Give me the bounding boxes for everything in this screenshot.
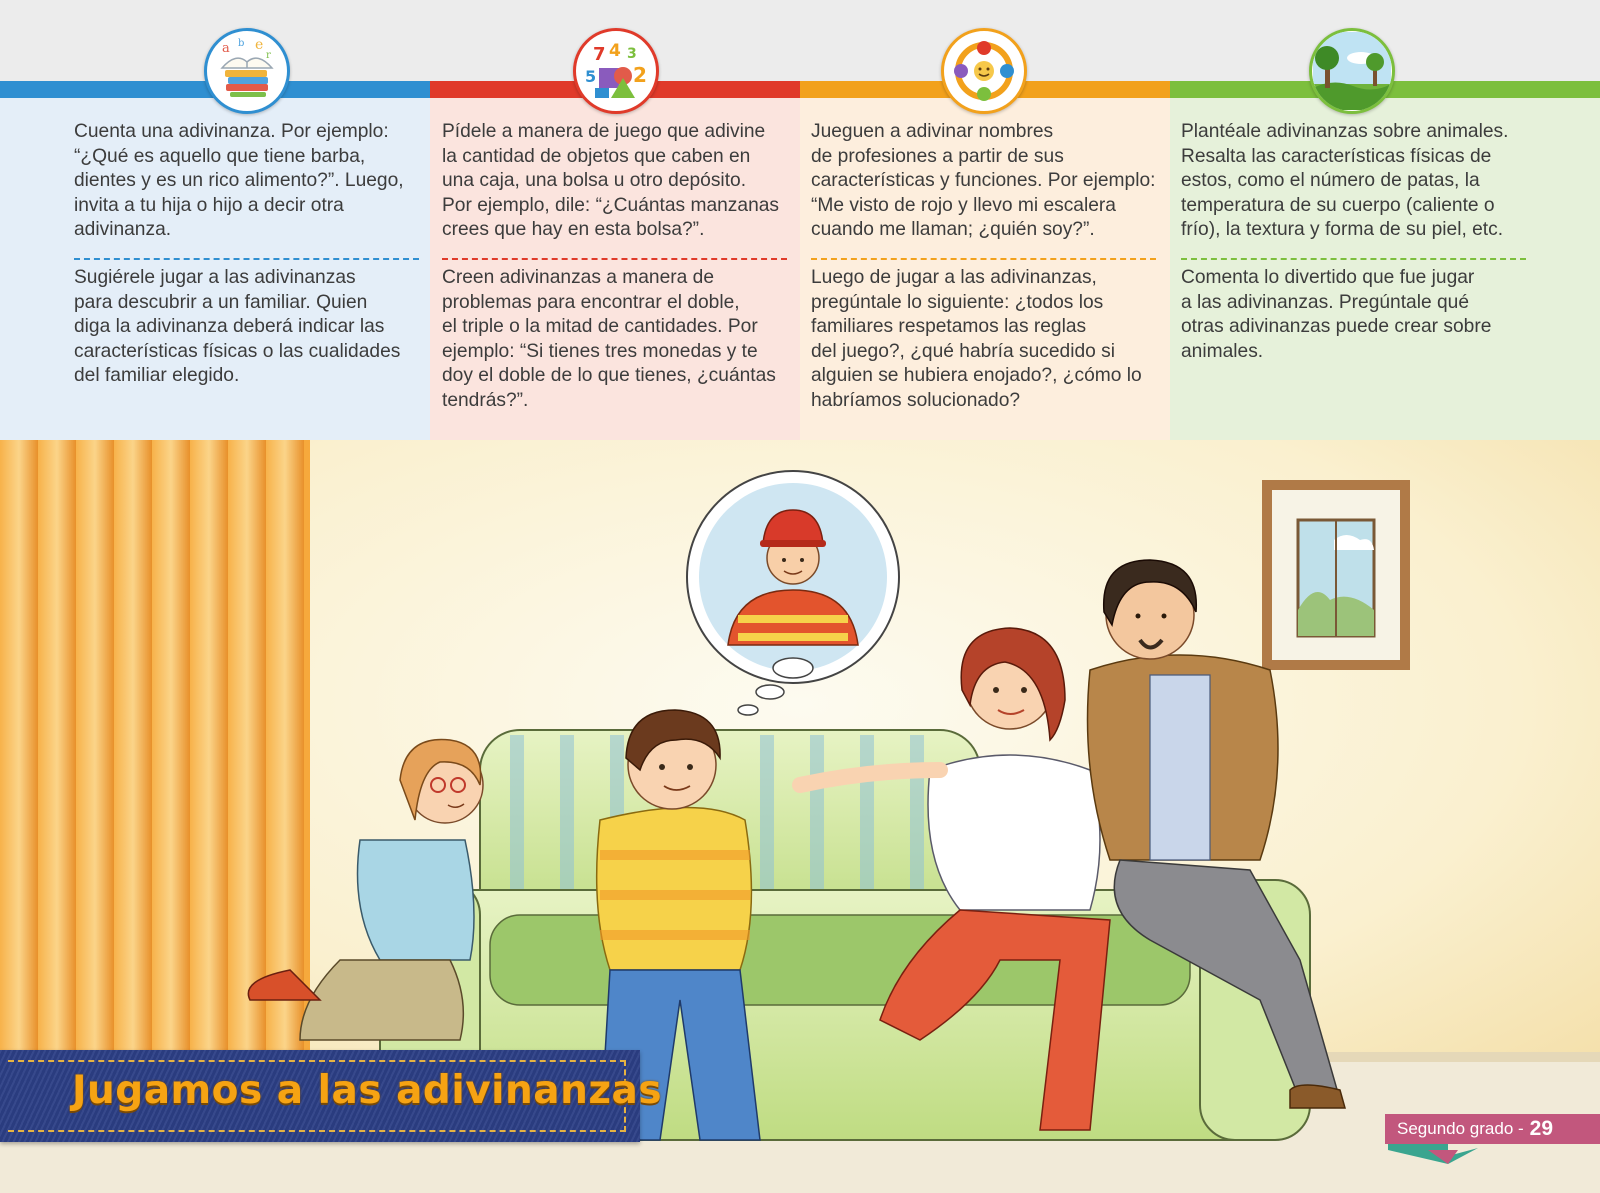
svg-text:5: 5	[585, 67, 597, 86]
page-number: 29	[1529, 1117, 1554, 1140]
svg-text:e: e	[255, 37, 264, 53]
curtain	[0, 440, 310, 1050]
svg-text:a: a	[222, 41, 230, 56]
page-tag-tail	[1388, 1144, 1478, 1164]
svg-text:7: 7	[593, 44, 606, 65]
col2-activity-text: Pídele a manera de juego que adivine la cantidad de objetos que caben en una caja, una bolsa u otro depósito. Por ejemplo, dile: “¿Cuántas manzanas crees que hay en esta bolsa?”.	[442, 121, 780, 241]
grade-label: Segundo grado -	[1397, 1119, 1524, 1138]
svg-text:3: 3	[627, 46, 637, 62]
col4-divider	[1181, 258, 1526, 260]
col4-activity-text-2: Comenta lo divertido que fue jugar a las adivinanzas. Pregúntale qué otras adivinanzas puede crear sobre animales.	[1181, 267, 1492, 362]
col4-activity-text: Plantéale adivinanzas sobre animales. Resalta las características físicas de estos, como el número de patas, la temperatura de su cuerpo (caliente o frío), la textura y forma de su piel, etc.	[1181, 121, 1509, 241]
col3-activity-text: Jueguen a adivinar nombres de profesiones a partir de sus características y funciones. Por ejemplo: “Me visto de rojo y llevo mi escalera cuando me llaman; ¿quién soy?”.	[811, 121, 1156, 241]
col3-activity-text-2: Luego de jugar a las adivinanzas, pregúntale lo siguiente: ¿todos los familiares respetamos las reglas del juego?, ¿qué habría sucedido si alguien se hubiera enojado?, ¿cómo lo habríamos solucionado?	[811, 267, 1142, 411]
page-title: Jugamos a las adivinanzas	[72, 1068, 663, 1113]
col1-activity-text-2: Sugiérele jugar a las adivinanzas para descubrir a un familiar. Quien diga la adivinanza deberá indicar las características físicas o las cualidades del familiar elegido.	[74, 267, 401, 387]
wall-picture	[1262, 480, 1410, 670]
svg-text:2: 2	[633, 63, 647, 87]
svg-text:b: b	[238, 38, 245, 49]
reading-books-icon	[204, 28, 290, 114]
nature-science-icon	[1309, 28, 1395, 114]
col3-divider	[811, 258, 1156, 260]
col2-divider	[442, 258, 787, 260]
col1-divider	[74, 258, 419, 260]
col1-activity-text: Cuenta una adivinanza. Por ejemplo: “¿Qué es aquello que tiene barba, dientes y es un rico alimento?”. Luego, invita a tu hija o hijo a decir otra adivinanza.	[74, 121, 404, 241]
page-number-tag	[1385, 1114, 1600, 1144]
svg-text:4: 4	[609, 41, 621, 61]
svg-text:r: r	[266, 50, 271, 61]
math-numbers-icon	[573, 28, 659, 114]
col2-activity-text-2: Creen adivinanzas a manera de problemas para encontrar el doble, el triple o la mitad de cantidades. Por ejemplo: “Si tienes tres monedas y te doy el doble de lo que tienes, ¿cuántas tendrás?”.	[442, 267, 776, 411]
personal-social-icon	[941, 28, 1027, 114]
title-banner	[0, 1050, 663, 1142]
